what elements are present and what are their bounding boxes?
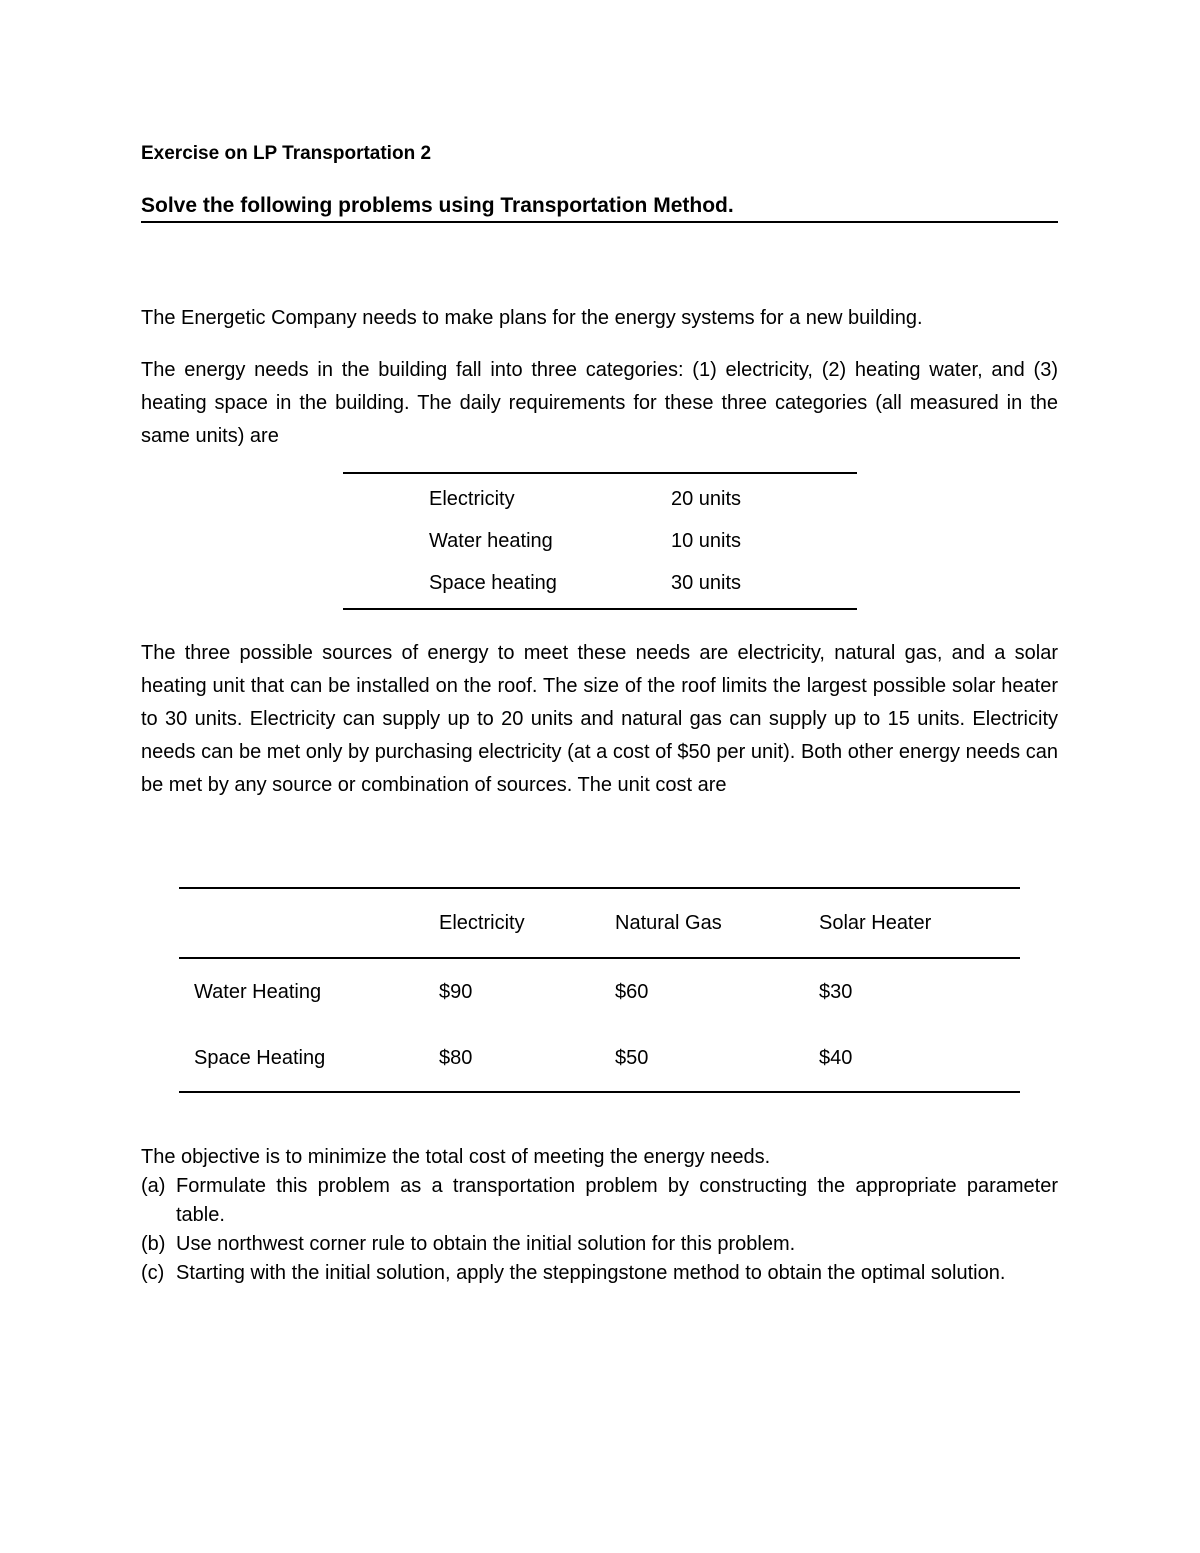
- question-text: Formulate this problem as a transportation problem by constructing the appropriate parameter table.: [176, 1175, 1058, 1226]
- exercise-title: Exercise on LP Transportation 2: [141, 143, 432, 164]
- question-label: (b): [141, 1233, 166, 1255]
- question-text: Use northwest corner rule to obtain the initial solution for this problem.: [176, 1233, 796, 1255]
- table-row: [179, 1025, 1020, 1092]
- row-label: Water Heating: [194, 980, 322, 1003]
- column-header-blank: [179, 888, 439, 958]
- table-header-row: [179, 888, 1020, 958]
- list-item: [141, 1172, 1058, 1230]
- unit-cost-table: [179, 887, 1020, 1093]
- sources-paragraph: The three possible sources of energy to meet these needs are electricity, natural gas, and a solar heating unit that can be installed on the roof. The size of the roof limits the largest possible solar heater to 30 units. Electricity can supply up to 20 units and natural gas can supply up to 15 units. Electricity needs can be met only by purchasing electricity (at a cost of $50 per unit). Both other energy needs can be met by any source or combination of sources. The unit cost are: [141, 642, 1058, 796]
- list-item: [141, 1230, 1058, 1259]
- requirement-category: Electricity: [429, 487, 515, 510]
- objective-statement: The objective is to minimize the total cost of meeting the energy needs.: [141, 1146, 771, 1168]
- column-header-natural-gas: Natural Gas: [615, 888, 819, 958]
- instructions-heading: Solve the following problems using Transportation Method.: [141, 194, 1058, 223]
- cost-cell: $30: [819, 980, 853, 1003]
- table-row: [343, 473, 857, 520]
- requirement-category: Space heating: [429, 571, 557, 594]
- table-row: [343, 562, 857, 609]
- requirement-amount: 20 units: [671, 487, 742, 510]
- question-label: (a): [141, 1175, 166, 1197]
- question-list: [141, 1172, 1058, 1288]
- cost-cell: $90: [439, 980, 473, 1003]
- requirements-table: [343, 472, 857, 610]
- cost-cell: $50: [615, 1046, 649, 1069]
- list-item: [141, 1259, 1058, 1288]
- cost-cell: $80: [439, 1046, 473, 1069]
- table-row: [179, 958, 1020, 1025]
- cost-cell: $60: [615, 980, 649, 1003]
- column-header-electricity: Electricity: [439, 888, 615, 958]
- cost-cell: $40: [819, 1046, 853, 1069]
- requirement-amount: 30 units: [671, 571, 742, 594]
- needs-paragraph: The energy needs in the building fall into three categories: (1) electricity, (2) heating water, and (3) heating space in the building. The daily requirements for these three categories (all measured in the same units) are: [141, 359, 1058, 447]
- table-row: [343, 520, 857, 562]
- question-text: Starting with the initial solution, apply the steppingstone method to obtain the optimal solution.: [176, 1262, 1006, 1284]
- question-label: (c): [141, 1262, 165, 1284]
- requirement-category: Water heating: [429, 529, 553, 552]
- row-label: Space Heating: [194, 1046, 326, 1069]
- column-header-solar-heater: Solar Heater: [819, 888, 1020, 958]
- requirement-amount: 10 units: [671, 529, 742, 552]
- intro-paragraph: The Energetic Company needs to make plans for the energy systems for a new building.: [141, 307, 923, 329]
